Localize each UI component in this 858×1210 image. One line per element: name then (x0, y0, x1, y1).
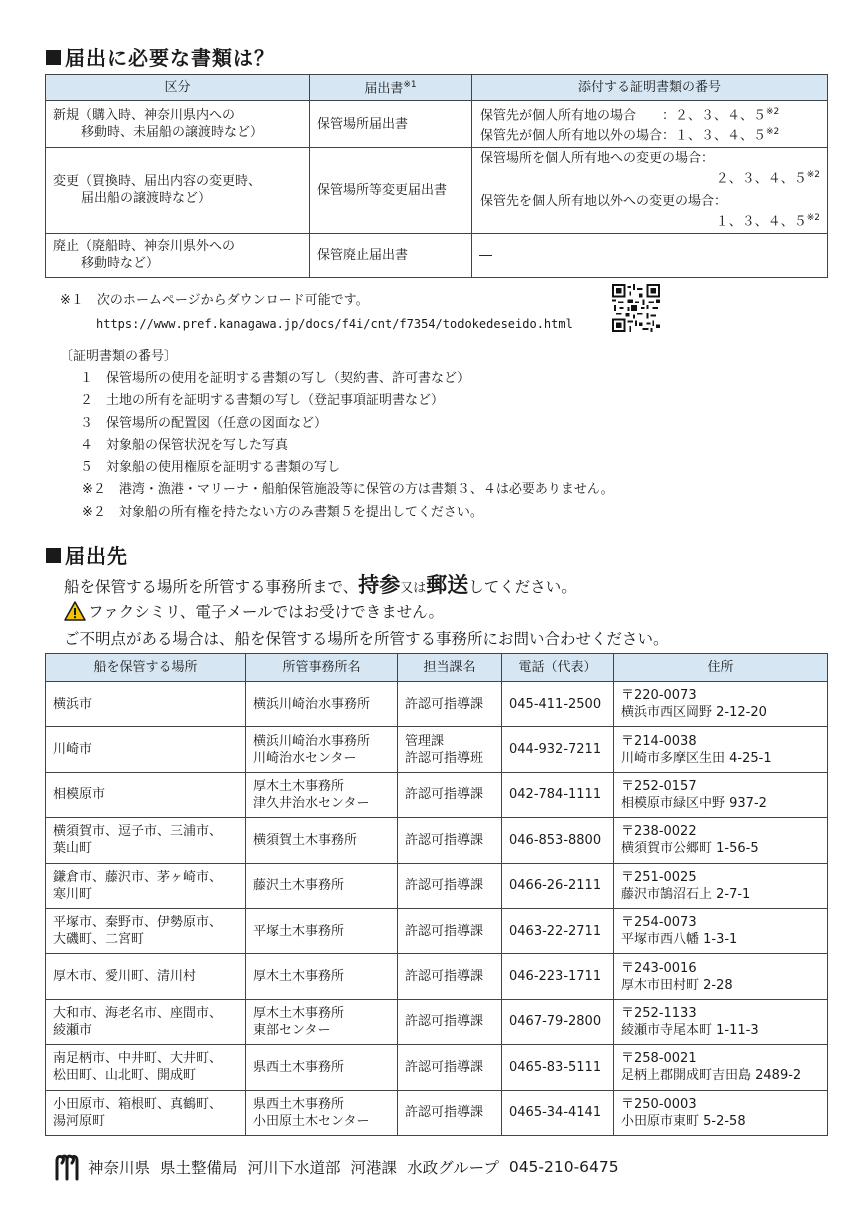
address-cell-line: 相模原市緑区中野 937-2 (621, 795, 767, 811)
office-cell-line: 東部センター (253, 1022, 331, 1038)
office-cell (246, 908, 398, 953)
place-cell-line: 横須賀市、逗子市、三浦市、 (53, 824, 223, 840)
office-cell-line: 県西土木事務所 (253, 1059, 345, 1075)
footer-group: 水政グループ (407, 1159, 499, 1177)
place-cell (46, 863, 246, 908)
place-cell-line: 相模原市 (53, 787, 106, 803)
address-cell-line: 足柄上郡開成町吉田島 2489-2 (621, 1068, 802, 1084)
place-cell (46, 772, 246, 817)
section-cell (398, 818, 502, 863)
table-row (46, 863, 828, 908)
proof-heading: 〔証明書類の番号〕 (60, 349, 178, 364)
office-cell-line: 津久井治水センター (253, 795, 370, 811)
header-attach: 添付する証明書類の番号 (472, 75, 828, 101)
place-cell-line: 横浜市 (53, 696, 93, 712)
section-cell-line: 許認可指導課 (405, 878, 484, 894)
place-cell (46, 999, 246, 1044)
address-cell (614, 818, 828, 863)
table-row (46, 727, 828, 772)
section-cell-line: 許認可指導課 (405, 787, 484, 803)
section-cell-line: 許認可指導班 (405, 750, 484, 766)
footer-bureau: 県土整備局 (160, 1159, 238, 1177)
footer-division: 河港課 (350, 1159, 398, 1177)
lead-line-2: ファクシミリ、電子メールではお受けできません。 (64, 600, 444, 622)
section-cell (398, 1045, 502, 1090)
list-item: ５ 対象船の使用権原を証明する書類の写し (80, 460, 341, 476)
office-cell-line: 横須賀土木事務所 (253, 832, 358, 848)
section2-title: 届出先 (46, 540, 128, 569)
section-cell-line: 管理課 (405, 733, 445, 749)
table-row (46, 233, 828, 277)
place-cell-line: 大和市、海老名市、座間市、 (53, 1005, 223, 1021)
office-cell (246, 863, 398, 908)
address-cell-line: 〒254-0073 (621, 915, 697, 931)
place-cell-line: 湯河原町 (53, 1113, 106, 1129)
tel-cell: 046-853-8800 (502, 818, 614, 863)
lead-line-1: 船を保管する場所を所管する事務所まで、持参又は郵送してください。 (64, 573, 577, 597)
address-cell (614, 682, 828, 727)
tel-cell: 0463-22-2711 (502, 908, 614, 953)
tel-cell: 046-223-1711 (502, 954, 614, 999)
section-cell-line: 許認可指導課 (405, 1059, 484, 1075)
form-cell: 保管廃止届出書 (310, 233, 472, 277)
table-row (46, 954, 828, 999)
address-cell-line: 横浜市西区岡野 2-12-20 (621, 705, 767, 721)
tel-cell: 0467-79-2800 (502, 999, 614, 1044)
section-cell (398, 954, 502, 999)
office-cell (246, 818, 398, 863)
form-cell: 保管場所届出書 (310, 101, 472, 148)
kanagawa-emblem-icon (52, 1153, 82, 1181)
table-row (46, 999, 828, 1044)
header-kubun: 区分 (46, 75, 310, 101)
address-cell-line: 藤沢市鵠沼石上 2-7-1 (621, 886, 751, 902)
office-cell-line: 横浜川崎治水事務所 (253, 733, 371, 749)
address-cell (614, 863, 828, 908)
address-cell-line: 〒243-0016 (621, 960, 697, 976)
office-cell-line: 県西土木事務所 (253, 1096, 345, 1112)
kubun-cell: 廃止（廃船時、神奈川県外への 移動時など） (46, 233, 310, 277)
attach-cell: ― (472, 233, 828, 277)
place-cell-line: 綾瀬市 (53, 1022, 93, 1038)
download-url-link[interactable]: https://www.pref.kanagawa.jp/docs/f4i/cnt/f7354/todokedeseido.html (96, 317, 573, 331)
table-header-row (46, 654, 828, 682)
address-cell-line: 平塚市西八幡 1-3-1 (621, 932, 738, 948)
list-item: ２ 土地の所有を証明する書類の写し（登記事項証明書など） (80, 393, 445, 409)
place-cell-line: 寒川町 (53, 886, 93, 902)
header-place: 船を保管する場所 (46, 654, 246, 682)
form-cell: 保管場所等変更届出書 (310, 148, 472, 234)
place-cell-line: 葉山町 (53, 841, 93, 857)
section-cell (398, 908, 502, 953)
footer-tel: 045-210-6475 (508, 1158, 619, 1176)
table-header-row (46, 75, 828, 101)
place-cell (46, 1090, 246, 1135)
address-cell-line: 〒252-1133 (621, 1005, 697, 1021)
header-office: 所管事務所名 (246, 654, 398, 682)
address-cell-line: 〒238-0022 (621, 824, 697, 840)
office-cell (246, 999, 398, 1044)
section-cell-line: 許認可指導課 (405, 696, 484, 712)
table-row (46, 1090, 828, 1135)
table-row (46, 1045, 828, 1090)
tel-cell: 044-932-7211 (502, 727, 614, 772)
place-cell (46, 818, 246, 863)
address-cell-line: 〒220-0073 (621, 688, 697, 704)
footer-dept: 河川下水道部 (247, 1159, 341, 1177)
office-cell (246, 772, 398, 817)
office-cell-line: 横浜川崎治水事務所 (253, 696, 371, 712)
address-cell (614, 954, 828, 999)
address-cell-line: 〒251-0025 (621, 869, 697, 885)
tel-cell: 0465-34-4141 (502, 1090, 614, 1135)
header-form: 届出書$^{※1}$ (310, 75, 472, 101)
list-item: ※２ 港湾・漁港・マリーナ・船舶保管施設等に保管の方は書類３、４は必要ありません。 (82, 482, 614, 498)
address-cell-line: 綾瀬市寺尾本町 1-11-3 (621, 1022, 759, 1038)
tel-cell: 045-411-2500 (502, 682, 614, 727)
tel-cell: 0465-83-5111 (502, 1045, 614, 1090)
proof-list (80, 368, 614, 524)
section-cell-line: 許認可指導課 (405, 923, 484, 939)
section-cell (398, 727, 502, 772)
office-cell-line: 藤沢土木事務所 (253, 878, 345, 894)
table-row (46, 772, 828, 817)
warning-icon (64, 601, 86, 621)
lead-line-3: ご不明点がある場合は、船を保管する場所を所管する事務所にお問い合わせください。 (64, 630, 669, 648)
kubun-cell: 新規（購入時、神奈川県内への 移動時、未届船の譲渡時など） (46, 101, 310, 148)
place-cell-line: 厚木市、愛川町、清川村 (53, 969, 197, 985)
section-cell (398, 999, 502, 1044)
qr-code-icon (612, 284, 660, 332)
table-row (46, 818, 828, 863)
place-cell (46, 682, 246, 727)
table-row (46, 682, 828, 727)
address-cell-line: 〒250-0003 (621, 1096, 697, 1112)
section-cell-line: 許認可指導課 (405, 969, 484, 985)
address-cell (614, 1045, 828, 1090)
office-cell-line: 小田原土木センター (253, 1113, 370, 1129)
address-cell-line: 〒258-0021 (621, 1051, 697, 1067)
header-section: 担当課名 (398, 654, 502, 682)
office-cell-line: 川崎治水センター (253, 750, 357, 766)
place-cell-line: 川崎市 (53, 742, 93, 758)
section-cell-line: 許認可指導課 (405, 1014, 484, 1030)
list-item: ３ 保管場所の配置図（任意の図面など） (80, 415, 328, 431)
table-row (46, 148, 828, 234)
list-item: ※２ 対象船の所有権を持たない方のみ書類５を提出してください。 (82, 504, 483, 520)
list-item: １ 保管場所の使用を証明する書類の写し（契約書、許可書など） (80, 371, 471, 386)
office-cell (246, 954, 398, 999)
address-cell-line: 小田原市東町 5-2-58 (621, 1113, 746, 1129)
attach-cell: 保管場所を個人所有地への変更の場合： ２、３、４、５$^{※2}$ 保管先を個人所有地以外への変更の場合： １、３、４、５$^{※2}$ (472, 148, 828, 234)
footer-pref: 神奈川県 (88, 1159, 151, 1177)
section-cell (398, 863, 502, 908)
place-cell-line: 南足柄市、中井町、大井町、 (53, 1051, 223, 1067)
place-cell (46, 954, 246, 999)
office-cell-line: 厚木土木事務所 (253, 1005, 345, 1021)
section1-title: 届出に必要な書類は？ (46, 42, 275, 71)
kubun-cell: 変更（買換時、届出内容の変更時、 届出船の譲渡時など） (46, 148, 310, 234)
office-cell (246, 682, 398, 727)
office-cell-line: 厚木土木事務所 (253, 969, 345, 985)
office-cell-line: 平塚土木事務所 (253, 923, 345, 939)
header-address: 住所 (614, 654, 828, 682)
office-cell (246, 1090, 398, 1135)
address-cell (614, 999, 828, 1044)
office-table (45, 653, 828, 1136)
required-documents-table (45, 74, 828, 278)
section-cell (398, 682, 502, 727)
list-item: ４ 対象船の保管状況を写した写真 (80, 437, 289, 453)
place-cell (46, 727, 246, 772)
tel-cell: 0466-26-2111 (502, 863, 614, 908)
address-cell-line: 〒214-0038 (621, 733, 697, 749)
section-cell-line: 許認可指導課 (405, 1105, 484, 1121)
address-cell (614, 727, 828, 772)
office-cell-line: 厚木土木事務所 (253, 778, 345, 794)
address-cell-line: 川崎市多摩区生田 4-25-1 (621, 750, 772, 766)
section-cell-line: 許認可指導課 (405, 832, 484, 848)
address-cell (614, 908, 828, 953)
place-cell-line: 小田原市、箱根町、真鶴町、 (53, 1096, 223, 1112)
section-cell (398, 1090, 502, 1135)
address-cell-line: 〒252-0157 (621, 778, 697, 794)
table-row (46, 908, 828, 953)
place-cell-line: 鎌倉市、藤沢市、茅ヶ崎市、 (53, 869, 223, 885)
place-cell (46, 1045, 246, 1090)
place-cell-line: 平塚市、秦野市、伊勢原市、 (53, 915, 223, 931)
tel-cell: 042-784-1111 (502, 772, 614, 817)
header-tel: 電話（代表） (502, 654, 614, 682)
place-cell-line: 大磯町、二宮町 (53, 932, 145, 948)
attach-cell: 保管先が個人所有地の場合 ：２、３、４、５$^{※2}$ 保管先が個人所有地以外の場合：１、３、４、５$^{※2}$ (472, 101, 828, 148)
place-cell-line: 松田町、山北町、開成町 (53, 1068, 197, 1084)
address-cell (614, 772, 828, 817)
place-cell (46, 908, 246, 953)
footer (52, 1153, 629, 1181)
address-cell (614, 1090, 828, 1135)
address-cell-line: 横須賀市公郷町 1-56-5 (621, 841, 759, 857)
office-cell (246, 727, 398, 772)
section-cell (398, 772, 502, 817)
address-cell-line: 厚木市田村町 2-28 (621, 977, 733, 993)
office-cell (246, 1045, 398, 1090)
note1: ※１ 次のホームページからダウンロード可能です。 (60, 293, 369, 308)
table-row (46, 101, 828, 148)
